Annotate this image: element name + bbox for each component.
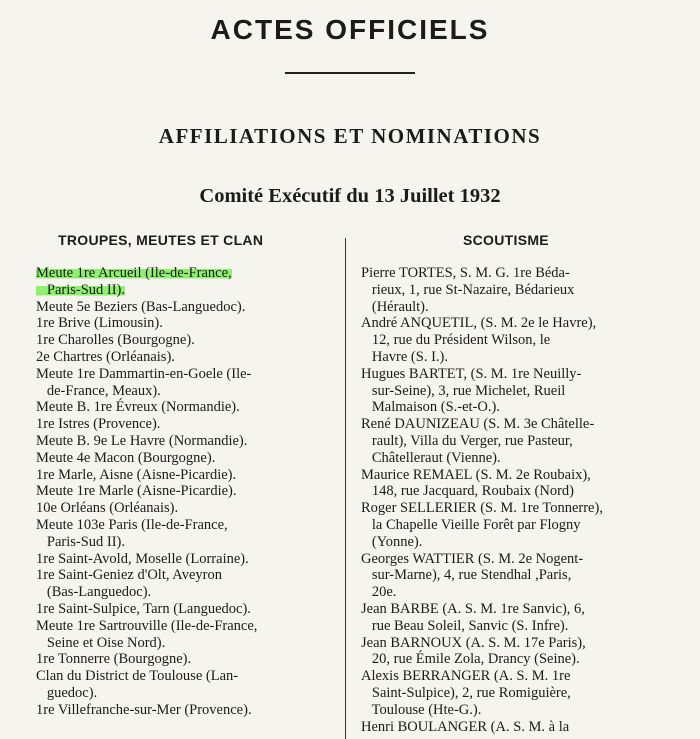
list-line: sur-Marne), 4, rue Stendhal ,Paris, bbox=[361, 567, 572, 584]
list-line: 10e Orléans (Orléanais). bbox=[36, 500, 179, 517]
list-line: Maurice REMAEL (S. M. 2e Roubaix), bbox=[361, 466, 591, 483]
list-line: Jean BARNOUX (A. S. M. 17e Paris), bbox=[361, 634, 586, 651]
left-column-title: TROUPES, MEUTES ET CLAN bbox=[58, 232, 264, 248]
list-line: Havre (S. I.). bbox=[361, 348, 448, 365]
right-column-title: SCOUTISME bbox=[463, 232, 549, 248]
highlighted-text: Meute 1re Arcueil (Ile-de-France, bbox=[36, 265, 232, 281]
list-line: Meute 4e Macon (Bourgogne). bbox=[36, 449, 216, 466]
right-column-list bbox=[361, 265, 666, 735]
list-line: 1re Saint-Geniez d'Olt, Aveyron bbox=[36, 567, 222, 584]
list-line: Meute 1re Marle (Aisne-Picardie). bbox=[36, 483, 237, 500]
list-line: René DAUNIZEAU (S. M. 3e Châtelle- bbox=[361, 416, 595, 433]
list-line: Meute 1re Sartrouville (Ile-de-France, bbox=[36, 617, 258, 634]
list-line: rieux, 1, rue St-Nazaire, Bédarieux bbox=[361, 281, 575, 298]
list-line: 1re Villefranche-sur-Mer (Provence). bbox=[36, 701, 252, 718]
list-line: Seine et Oise Nord). bbox=[36, 634, 166, 651]
list-line: 1re Saint-Sulpice, Tarn (Languedoc). bbox=[36, 600, 251, 617]
list-line: 148, rue Jacquard, Roubaix (Nord) bbox=[361, 483, 575, 500]
list-line: André ANQUETIL, (S. M. 2e le Havre), bbox=[361, 315, 597, 332]
list-line: 1re Saint-Avold, Moselle (Lorraine). bbox=[36, 550, 249, 567]
list-line: Meute 5e Beziers (Bas-Languedoc). bbox=[36, 298, 246, 315]
list-line: Pierre TORTES, S. M. G. 1re Béda- bbox=[361, 265, 570, 281]
list-line: guedoc). bbox=[36, 684, 98, 701]
list-line: 1re Charolles (Bourgogne). bbox=[36, 332, 195, 349]
column-divider bbox=[345, 238, 346, 739]
list-line: rue Beau Soleil, Sanvic (S. Infre). bbox=[361, 617, 569, 634]
section-subheading: AFFILIATIONS ET NOMINATIONS bbox=[158, 124, 542, 148]
heading-rule bbox=[285, 72, 415, 74]
meeting-title: Comité Exécutif du 13 Juillet 1932 bbox=[199, 185, 501, 207]
list-line: Meute B. 9e Le Havre (Normandie). bbox=[36, 432, 248, 449]
list-line: 1re Istres (Provence). bbox=[36, 416, 161, 433]
list-line: Roger SELLERIER (S. M. 1re Tonnerre), bbox=[361, 500, 603, 517]
list-line: Georges WATTIER (S. M. 2e Nogent- bbox=[361, 550, 584, 567]
list-line: (Bas-Languedoc). bbox=[36, 584, 152, 601]
list-line: sur-Seine), 3, rue Michelet, Rueil bbox=[361, 382, 566, 399]
list-line: Malmaison (S.-et-O.). bbox=[361, 399, 500, 416]
list-line bbox=[36, 282, 338, 299]
list-line: la Chapelle Vieille Forêt par Flogny bbox=[361, 516, 581, 533]
list-line: Meute 103e Paris (Ile-de-France, bbox=[36, 516, 228, 533]
list-line: 1re Marle, Aisne (Aisne-Picardie). bbox=[36, 466, 237, 483]
list-line: 1re Tonnerre (Bourgogne). bbox=[36, 651, 192, 668]
list-line: 2e Chartres (Orléanais). bbox=[36, 348, 175, 365]
list-line bbox=[36, 265, 338, 282]
list-line: Hugues BARTET, (S. M. 1re Neuilly- bbox=[361, 365, 582, 382]
list-line: (Hérault). bbox=[361, 298, 429, 315]
list-line: de-France, Meaux). bbox=[36, 382, 161, 399]
left-column-list bbox=[36, 265, 338, 719]
list-line: rault), Villa du Verger, rue Pasteur, bbox=[361, 432, 573, 449]
list-line: Châtelleraut (Vienne). bbox=[361, 449, 501, 466]
list-line: Clan du District de Toulouse (Lan- bbox=[36, 668, 239, 685]
list-line: Jean BARBE (A. S. M. 1re Sanvic), 6, bbox=[361, 600, 585, 617]
list-line: Henri BOULANGER (A. S. M. à la bbox=[361, 718, 570, 735]
list-line: Paris-Sud II). bbox=[36, 533, 126, 550]
list-line: Saint-Sulpice), 2, rue Romiguière, bbox=[361, 684, 571, 701]
list-line: Alexis BERRANGER (A. S. M. 1re bbox=[361, 668, 571, 685]
list-line: Meute 1re Dammartin-en-Goele (Ile- bbox=[36, 365, 252, 382]
list-line: 20e. bbox=[361, 584, 397, 601]
list-line: Meute B. 1re Évreux (Normandie). bbox=[36, 399, 240, 416]
list-line: 12, rue du Président Wilson, le bbox=[361, 332, 551, 349]
list-line: (Yonne). bbox=[361, 533, 423, 550]
list-line: 1re Brive (Limousin). bbox=[36, 315, 163, 332]
list-line: 20, rue Émile Zola, Drancy (Seine). bbox=[361, 651, 580, 668]
list-line: Toulouse (Hte-G.). bbox=[361, 701, 482, 718]
page-heading: ACTES OFFICIELS bbox=[210, 14, 490, 45]
highlighted-text: Paris-Sud II). bbox=[36, 281, 126, 298]
